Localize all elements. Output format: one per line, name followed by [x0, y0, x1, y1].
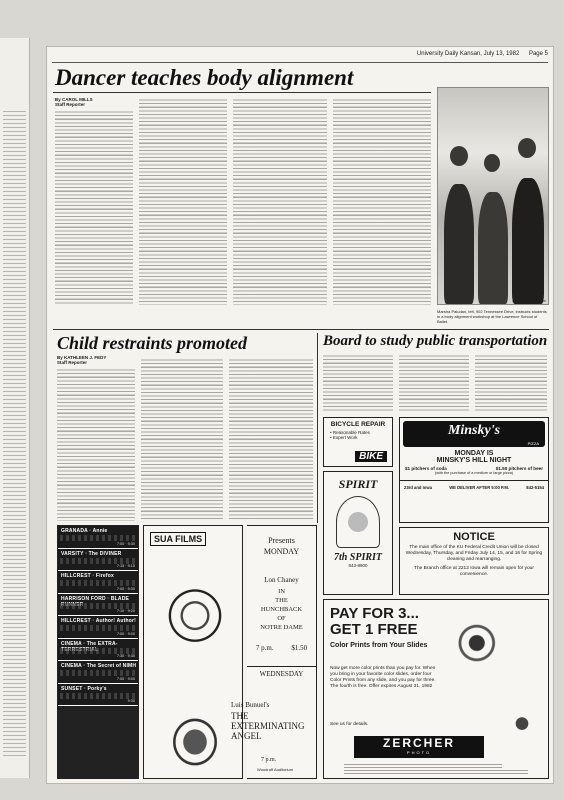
- child-col-2: [141, 357, 223, 521]
- movie-title: CINEMA · The EXTRA-: [61, 640, 118, 647]
- movie-showtimes: 7:00 · 9:00: [116, 676, 135, 681]
- movie-listing-row: [58, 639, 138, 662]
- movie-title: VARSITY · The DIVINER: [61, 550, 122, 557]
- movie-title: SUNSET · Porky's: [61, 685, 107, 692]
- photo-caption: Marsha Paludan, left, 902 Tennessee Drive, instructs students in a body alignment workshop at the Lawrence School of Ballet.: [437, 309, 547, 324]
- dancers-headline: Dancer teaches body alignment: [55, 65, 354, 90]
- page-number: Page 5: [528, 51, 548, 57]
- photographer-illustration: [502, 712, 542, 770]
- family-illustration: [448, 608, 544, 708]
- minskys-logo: Minsky's: [447, 423, 501, 438]
- movie-listing-row: [58, 684, 138, 707]
- movie-listing-row: [58, 549, 138, 572]
- exterminating-angel-text: Luis Bunuel's THE EXTERMINATING ANGEL 7 p.m. Woodruff Auditorium: [231, 701, 305, 772]
- sua-presents-ad: Presents MONDAY Lon Chaney IN THE HUNCHBACK OF NOTRE DAME 7 p.m. $1.50 WEDNESDAY: [247, 525, 317, 779]
- zercher-headline: PAY FOR 3... GET 1 FREE: [330, 605, 419, 638]
- cup-illustration: [336, 496, 380, 548]
- notice-ad: NOTICE The main office of the KU Federal Credit Union will be closed Wednesday, Thursday, and Friday July 14, 15, and 16 for Spring cleaning and rearranging. The Branch office at 2212 Iowa will remain open for your convenience.: [399, 527, 549, 595]
- child-byline: By KATHLEEN J. FEDY Staff Reporter: [57, 355, 107, 365]
- movie-title: CINEMA · The Secret of NIMH: [61, 663, 137, 669]
- paper-date: University Daily Kansan, July 13, 1982: [416, 51, 520, 57]
- spirit-ad: SPIRIT 7th SPIRIT 843-8900: [323, 471, 393, 595]
- movie-showtimes: 9:30: [127, 699, 135, 703]
- zercher-addresses: [344, 762, 528, 774]
- movie-listings-ad: [57, 525, 139, 779]
- bicycle-repair-ad: BICYCLE REPAIR • Reasonable Rates • Expert Work BIKE: [323, 417, 393, 467]
- movie-title: HARRISON FORD · BLADE: [61, 595, 130, 602]
- movie-title: GRANADA · Annie: [61, 528, 108, 534]
- movie-showtimes: 7:00 · 9:30: [116, 541, 135, 546]
- board-headline: Board to study public transportation: [323, 333, 548, 349]
- movie-showtimes: 7:15 · 9:15: [116, 564, 135, 568]
- photo-credit: Photo by Jill M. Hilton: [512, 299, 546, 303]
- adjacent-page-edge: [0, 38, 30, 778]
- child-col-3: [229, 357, 313, 521]
- zercher-logo: ZERCHER PHOTO: [354, 736, 484, 758]
- dancers-photo: [437, 87, 549, 305]
- dancers-col-2: [139, 97, 227, 305]
- child-col-1: [57, 367, 135, 521]
- child-headline: Child restraints promoted: [57, 333, 248, 353]
- movie-showtimes: 7:30 · 9:30: [116, 654, 135, 658]
- hunchback-illustration: [156, 586, 234, 660]
- newspaper-page: [46, 46, 554, 784]
- movie-listing-row: [58, 526, 138, 549]
- sua-logo: SUA FILMS: [150, 532, 206, 546]
- dancers-col-1: [55, 109, 133, 305]
- board-col-1: [323, 353, 393, 413]
- movie-showtimes: 7:00 · 9:30: [116, 586, 135, 591]
- movie-listing-row: [58, 616, 138, 639]
- movie-showtimes: 7:10 · 9:20: [116, 609, 135, 613]
- board-col-2: [399, 353, 469, 413]
- movie-listing-row: [58, 594, 138, 617]
- page-header: [52, 51, 548, 63]
- dancers-col-3: [233, 97, 327, 305]
- movie-showtimes: 7:00 · 9:00: [116, 631, 135, 636]
- movie-title: HILLCREST · Author! Author!: [61, 618, 137, 624]
- movie-listing-row: [58, 571, 138, 594]
- movie-listing-row: [58, 661, 138, 684]
- zercher-photo-ad: PAY FOR 3... GET 1 FREE Color Prints from Your Slides Now get more color prints than you pay for. When you bring in your favorite color slides, order four Color Prints from any slide, and you pay for three. The fourth is free. Offer expires August 31, 1982 See us for details. ZERCHER PHOTO: [323, 599, 549, 779]
- dancers-byline: By CAROL MILLS Staff Reporter: [55, 97, 93, 107]
- dancers-col-4: [333, 97, 431, 305]
- movie-title: HILLCREST · Firefox: [61, 573, 114, 579]
- minskys-pizza-ad: Minsky's PIZZA MONDAY IS MINSKY'S HILL NIGHT $1 pitchers of soda $1.50 pitchers of beer (with the purchase of a medium or large pizza) 23rd and Iowa WE DELIVER AFTER 5:00 P.M. 842-5154: [399, 417, 549, 523]
- board-col-3: [475, 353, 547, 413]
- bike-logo: BIKE: [355, 451, 387, 462]
